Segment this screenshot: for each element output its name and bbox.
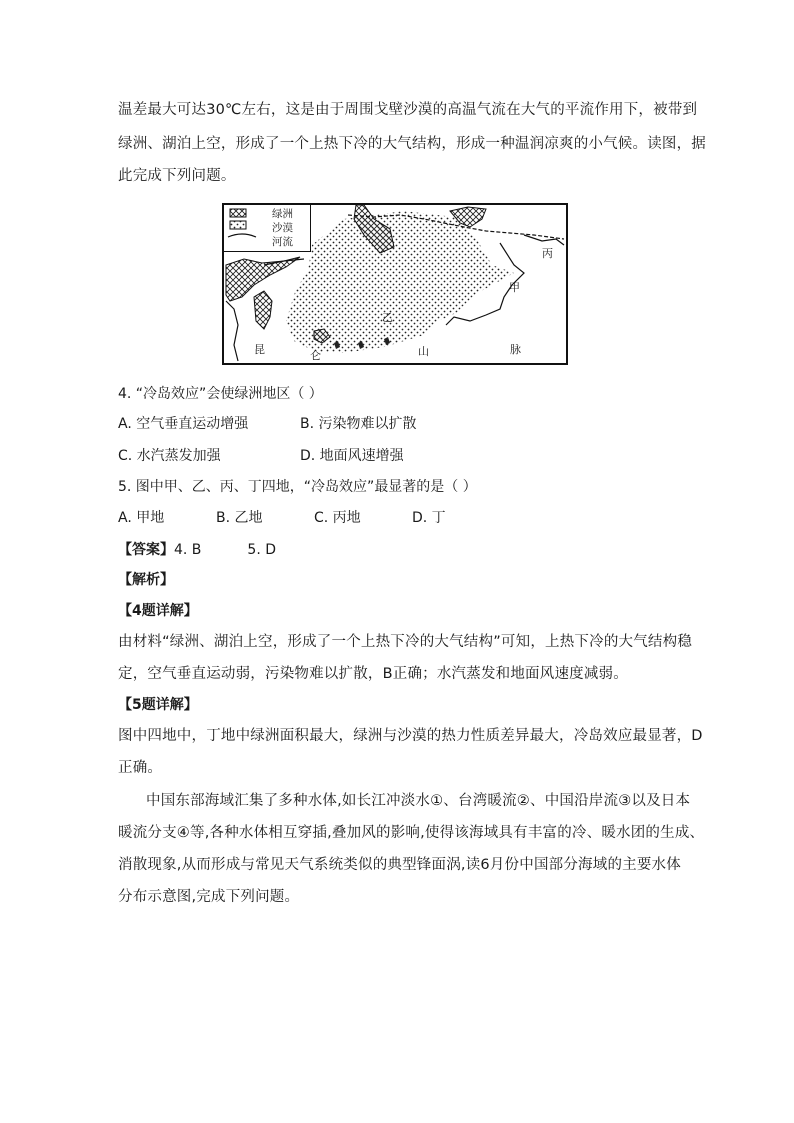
q5-option-d: D. 丁 [412, 510, 446, 526]
analysis-label: 【解析】 [118, 572, 174, 588]
detail-4-line-2: 定，空气垂直运动弱，污染物难以扩散，B正确；水汽蒸发和地面风速度减弱。 [118, 666, 628, 682]
oasis-southwest [254, 291, 272, 329]
q5-stem: 5. 图中甲、乙、丙、丁四地，“冷岛效应”最显著的是（ ） [118, 479, 477, 495]
map-label-kun: 昆 [254, 343, 265, 356]
coast-east [524, 235, 564, 245]
map-label-mai: 脉 [510, 343, 521, 356]
detail-4-line-1: 由材料“绿洲、湖泊上空，形成了一个上热下冷的大气结构”可知，上热下冷的大气结构稳 [118, 634, 693, 650]
next-passage-line-3: 消散现象,从而形成与常见天气系统类似的典型锋面涡,读6月份中国部分海域的主要水体 [118, 857, 681, 873]
legend-river-label: 河流 [272, 236, 293, 248]
q5-option-a: A. 甲地 [118, 510, 165, 526]
answer-row [118, 540, 276, 560]
detail-5-label: 【5题详解】 [118, 697, 198, 713]
map-label-yi: 乙 [382, 311, 393, 324]
map-label-bing: 丙 [542, 247, 553, 260]
intro-line-2: 绿洲、湖泊上空，形成了一个上热下冷的大气结构，形成一种温润凉爽的小气候。读图，据 [118, 136, 706, 152]
q4-option-d: D. 地面风速增强 [300, 448, 404, 464]
map-label-jia: 甲 [509, 281, 520, 294]
detail-4-label: 【4题详解】 [118, 603, 198, 619]
q4-stem: 4. “冷岛效应”会使绿洲地区（ ） [118, 386, 323, 402]
q4-option-b: B. 污染物难以扩散 [300, 416, 417, 432]
answer-label: 【答案】 [118, 542, 174, 558]
q5-option-b: B. 乙地 [216, 510, 263, 526]
q5-option-c: C. 丙地 [314, 510, 361, 526]
next-passage-line-4: 分布示意图,完成下列问题。 [118, 889, 300, 905]
answer-q4: 4. B [174, 542, 202, 558]
q4-option-a: A. 空气垂直运动增强 [118, 416, 249, 432]
detail-5-line-1: 图中四地中，丁地中绿洲面积最大，绿洲与沙漠的热力性质差异最大，冷岛效应最显著，D [118, 728, 703, 744]
intro-line-3: 此完成下列问题。 [118, 168, 236, 184]
answer-q5: 5. D [247, 542, 277, 558]
intro-line-1: 温差最大可达30℃左右，这是由于周围戈壁沙漠的高温气流在大气的平流作用下，被带到 [118, 102, 698, 118]
map-legend [224, 205, 311, 252]
next-passage-line-2: 暖流分支④等,各种水体相互穿插,叠加风的影响,使得该海域具有丰富的冷、暖水团的生成、 [118, 825, 705, 841]
next-passage-line-1: 中国东部海域汇集了多种水体,如长江冲淡水①、台湾暖流②、中国沿岸流③以及日本 [146, 793, 691, 809]
legend-symbols [224, 205, 270, 249]
river-west [226, 301, 238, 361]
map-label-lun: 仑 [310, 349, 321, 362]
legend-desert-label: 沙漠 [272, 222, 293, 234]
q4-option-c: C. 水汽蒸发加强 [118, 448, 221, 464]
map-label-shan: 山 [418, 345, 429, 358]
oasis-map-figure [222, 203, 568, 365]
legend-oasis-label: 绿洲 [272, 208, 293, 220]
detail-5-line-2: 正确。 [118, 760, 163, 776]
